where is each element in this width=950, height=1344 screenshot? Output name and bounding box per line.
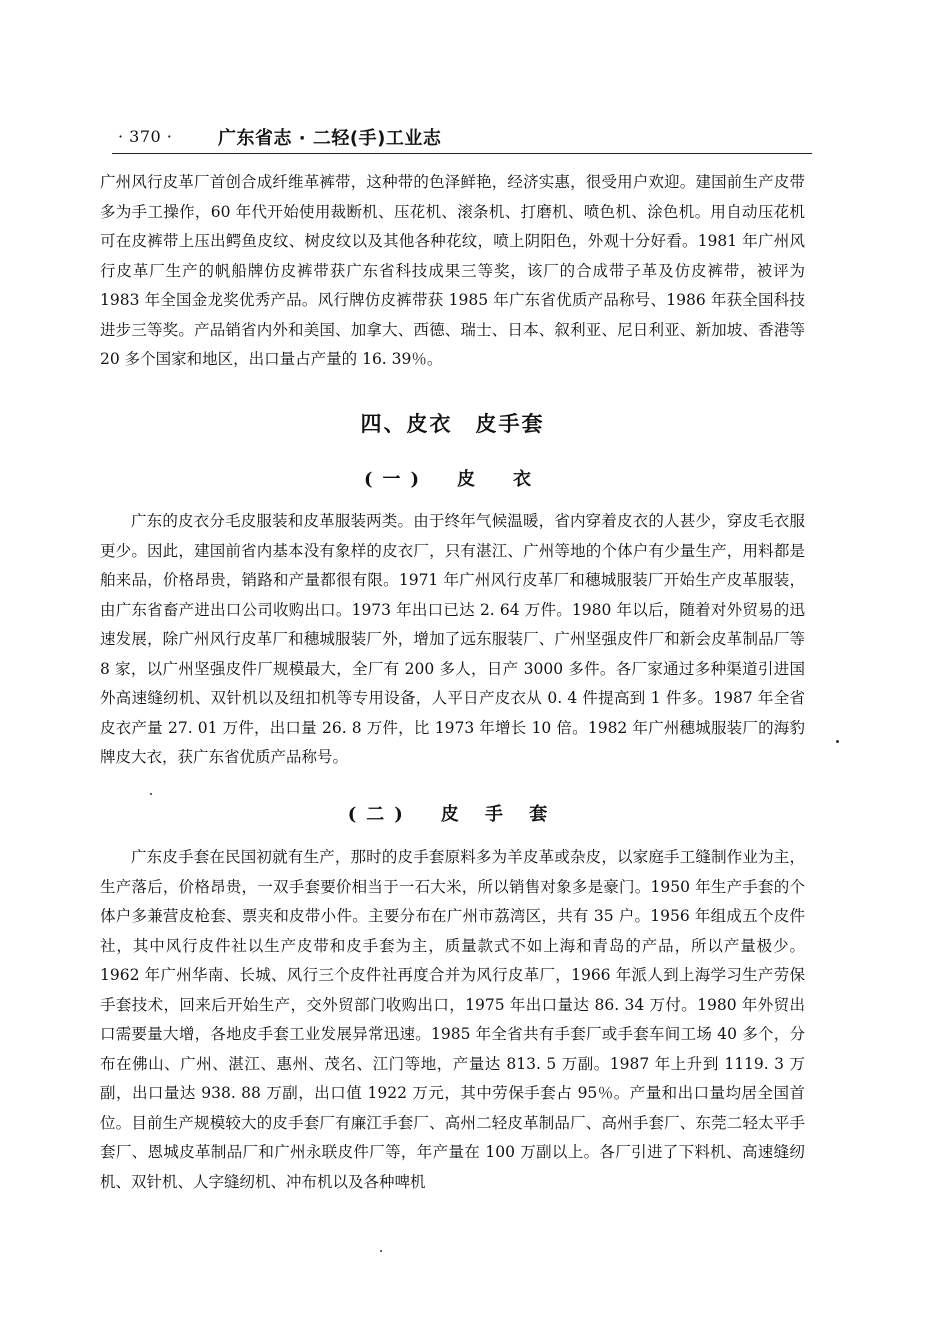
paragraph-leather-gloves: 广东皮手套在民国初就有生产，那时的皮手套原料多为羊皮革或杂皮，以家庭手工缝制作业为主，生产落后，价格昂贵，一双手套要价相当于一石大米，所以销售对象多是豪门。1950 年生产手套的个体户多兼营皮枪套、票夹和皮带小件。主要分布在广州市荔湾区，共有 35 户。1956 年组成五个皮件社，其中风行皮件社以生产皮带和皮手套为主，质量款式不如上海和青岛的产品，所以产量极少。1962 年广州华南、长城、风行三个皮件社再度合并为风行皮革厂，1966 年派人到上海学习生产劳保手套技术，回来后开始生产，交外贸部门收购出口，1975 年出口量达 86. 34 万付。1980 年外贸出口需要量大增，各地皮手套工业发展异常迅速。1985 年全省共有手套厂或手套车间工场 40 多个，分布在佛山、广州、湛江、惠州、茂名、江门等地，产量达 813. 5 万副。1987 年上升到 1119. 3 万副，出口量达 938. 88 万副，出口值 1922 万元，其中劳保手套占 95％。产量和出口量均居全国首位。目前生产规模较大的皮手套厂有廉江手套厂、高州二轻皮革制品厂、高州手套厂、东莞二轻太平手套厂、恩城皮革制品厂和广州永联皮件厂等，年产量在 100 万副以上。各厂引进了下料机、高速缝纫机、双针机、人字缝纫机、冲布机以及各种啤机 xyxy=(100,848,805,1191)
running-title: 广东省志 · 二轻(手)工业志 xyxy=(218,128,442,149)
scan-speck xyxy=(380,1250,382,1252)
scan-speck xyxy=(836,740,839,743)
subsection-title-leather-gloves: (二) 皮 手 套 xyxy=(347,804,558,825)
paragraph-leather-clothing: 广东的皮衣分毛皮服装和皮革服装两类。由于终年气候温暖，省内穿着皮衣的人甚少，穿皮毛衣服更少。因此，建国前省内基本没有象样的皮衣厂，只有湛江、广州等地的个体户有少量生产，用料都是舶来品，价格昂贵，销路和产量都很有限。1971 年广州风行皮革厂和穗城服装厂开始生产皮革服装，由广东省畜产进出口公司收购出口。1973 年出口已达 2. 64 万件。1980 年以后，随着对外贸易的迅速发展，除广州风行皮革厂和穗城服装厂外，增加了远东服装厂、广州坚强皮件厂和新会皮革制品厂等 8 家，以广州坚强皮件厂规模最大，全厂有 200 多人，日产 3000 多件。各厂家通过多种渠道引进国外高速缝纫机、双针机以及纽扣机等专用设备，人平日产皮衣从 0. 4 件提高到 1 件多。1987 年全省皮衣产量 27. 01 万件，出口量 26. 8 万件，比 1973 年增长 10 倍。1982 年广州穗城服装厂的海豹牌皮大衣，获广东省优质产品称号。 xyxy=(100,512,805,766)
scan-speck xyxy=(150,793,152,795)
page-number: · 370 · xyxy=(118,127,173,146)
subsection-title-leather-clothing: (一) 皮 衣 xyxy=(363,469,542,490)
header-rule xyxy=(112,153,812,154)
section-title-leather-clothing-gloves: 四、皮衣 皮手套 xyxy=(360,412,545,436)
page-header xyxy=(112,124,812,154)
paragraph-belts: 广州风行皮革厂首创合成纤维革裤带，这种带的色泽鲜艳，经济实惠，很受用户欢迎。建国前生产皮带多为手工操作，60 年代开始使用裁断机、压花机、滚条机、打磨机、喷色机、涂色机。用自动压花机可在皮裤带上压出鳄鱼皮纹、树皮纹以及其他各种花纹，喷上阴阳色，外观十分好看。1981 年广州风行皮革厂生产的帆船牌仿皮裤带获广东省科技成果三等奖，该厂的合成带子革及仿皮裤带，被评为 1983 年全国金龙奖优秀产品。风行牌仿皮裤带获 1985 年广东省优质产品称号、1986 年获全国科技进步三等奖。产品销省内外和美国、加拿大、西德、瑞士、日本、叙利亚、尼日利亚、新加坡、香港等 20 多个国家和地区，出口量占产量的 16. 39％。 xyxy=(100,173,805,368)
